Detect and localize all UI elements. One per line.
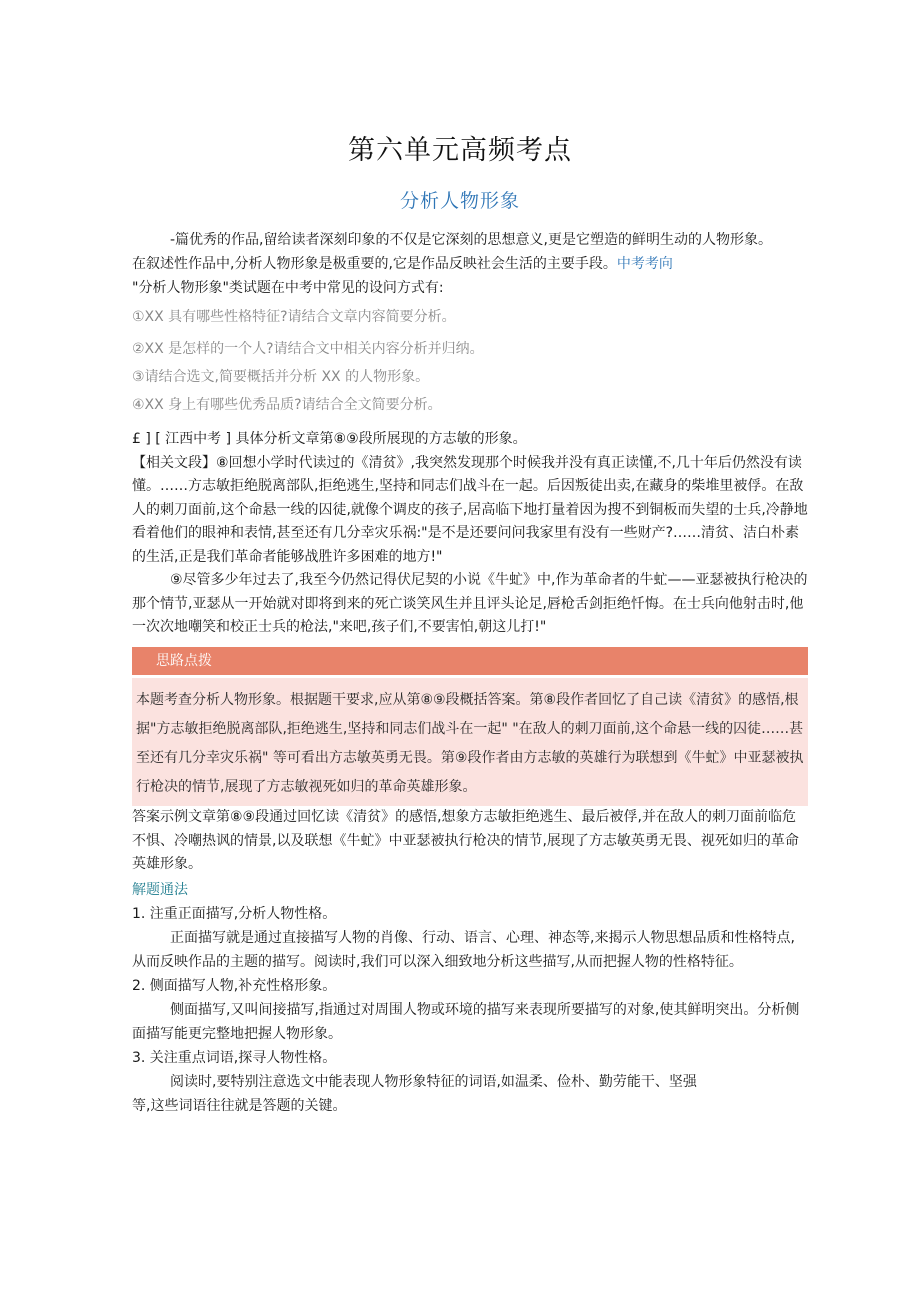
hint-box-header: 思路点拨 — [132, 647, 808, 675]
question-item: ②XX 是怎样的一个人?请结合文中相关内容分析并归纳。 — [132, 341, 484, 357]
method-title: 3. 关注重点词语,探寻人物性格。 — [132, 1050, 337, 1066]
method-text: 正面描写就是通过直接描写人物的肖像、行动、语言、心理、神态等,来揭示人物思想品质和性格特点,从而反映作品的主题的描写。阅读时,我们可以深入细致地分析这些描写,从而把握人物的性格特征。 — [132, 930, 795, 970]
intro-paragraph-1: -篇优秀的作品,留给读者深刻印象的不仅是它深刻的思想意义,更是它塑造的鲜明生动的人物形象。 — [170, 232, 772, 248]
hint-box-body: 本题考查分析人物形象。根据题干要求,应从第⑧⑨段概括答案。第⑧段作者回忆了自己读《清贫》的感悟,根据"方志敏拒绝脱离部队,拒绝逃生,坚持和同志们战斗在一起" "在敌人的刺刀面前,这个命悬一线的囚徒……甚至还有几分幸灾乐祸" 等可看出方志敏英勇无畏。第⑨段作者由方志敏的英雄行为联想到《牛虻》中亚瑟被执行枪决的情节,展现了方志敏视死如归的革命英雄形象。 — [132, 678, 808, 806]
question-item: ①XX 具有哪些性格特征?请结合文章内容简要分析。 — [132, 309, 456, 325]
method-text: 阅读时,要特别注意选文中能表现人物形象特征的词语,如温柔、俭朴、勤劳能干、坚强 — [170, 1074, 697, 1090]
example-paragraph-9: ⑨尽管多少年过去了,我至今仍然记得伏尼契的小说《牛虻》中,作为革命者的牛虻——亚瑟被执行枪决的那个情节,亚瑟从一开始就对即将到来的死亡谈笑风生并且评头论足,唇枪舌剑拒绝忏悔。在士兵向他射击时,他一次次地嘲笑和校正士兵的枪法,"来吧,孩子们,不要害怕,朝这儿打!" — [132, 572, 808, 635]
intro-paragraph-3: "分析人物形象"类试题在中考中常见的设问方式有: — [132, 280, 444, 296]
section-subtitle: 分析人物形象 — [399, 190, 520, 212]
exam-direction-heading: 中考考向 — [616, 256, 673, 272]
methods-block — [132, 878, 808, 1118]
answer-block — [132, 806, 808, 877]
example-paragraph-8: 【相关文段】⑧回想小学时代读过的《清贫》,我突然发现那个时候我并没有真正读懂,不,几十年后仍然没有读懂。……方志敏拒绝脱离部队,拒绝逃生,坚持和同志们战斗在一起。后因叛徒出卖,在藏身的柴堆里被俘。在敌人的刺刀面前,这个命悬一线的囚徒,就像个调皮的孩子,居高临下地打量着因为搜不到铜板而失望的士兵,冷静地看着他们的眼神和表情,甚至还有几分幸灾乐祸:"是不是还要问问我家里有没有一些财产?……清贫、洁白朴素的生活,正是我们革命者能够战胜许多困难的地方!" — [132, 454, 808, 565]
methods-heading: 解题通法 — [132, 882, 188, 898]
method-title: 1. 注重正面描写,分析人物性格。 — [132, 906, 337, 922]
example-prompt: £ ] [ 江西中考 ] 具体分析文章第⑧⑨段所展现的方志敏的形象。 — [132, 431, 527, 447]
answer-text: 答案示例文章第⑧⑨段通过回忆读《清贫》的感悟,想象方志敏拒绝逃生、最后被俘,并在敌人的刺刀面前临危不惧、冷嘲热讽的情景,以及联想《牛虻》中亚瑟被执行枪决的情节,展现了方志敏英勇无畏、视死如归的革命英雄形象。 — [132, 809, 799, 872]
method-text: 侧面描写,又叫间接描写,指通过对周围人物或环境的描写来表现所要描写的对象,使其鲜明突出。分析侧面描写能更完整地把握人物形象。 — [132, 1002, 800, 1042]
intro-block — [132, 228, 808, 300]
method-text-continued: 等,这些词语往往就是答题的关键。 — [132, 1098, 347, 1114]
method-title: 2. 侧面描写人物,补充性格形象。 — [132, 978, 337, 994]
question-item: ③请结合选文,简要概括并分析 XX 的人物形象。 — [132, 369, 430, 385]
question-item: ④XX 身上有哪些优秀品质?请结合全文简要分析。 — [132, 397, 442, 413]
intro-paragraph-2: 在叙述性作品中,分析人物形象是极重要的,它是作品反映社会生活的主要手段。中考考向 — [132, 256, 673, 272]
page-title: 第六单元高频考点 — [348, 135, 572, 166]
example-block — [132, 428, 808, 640]
question-list — [132, 303, 808, 419]
